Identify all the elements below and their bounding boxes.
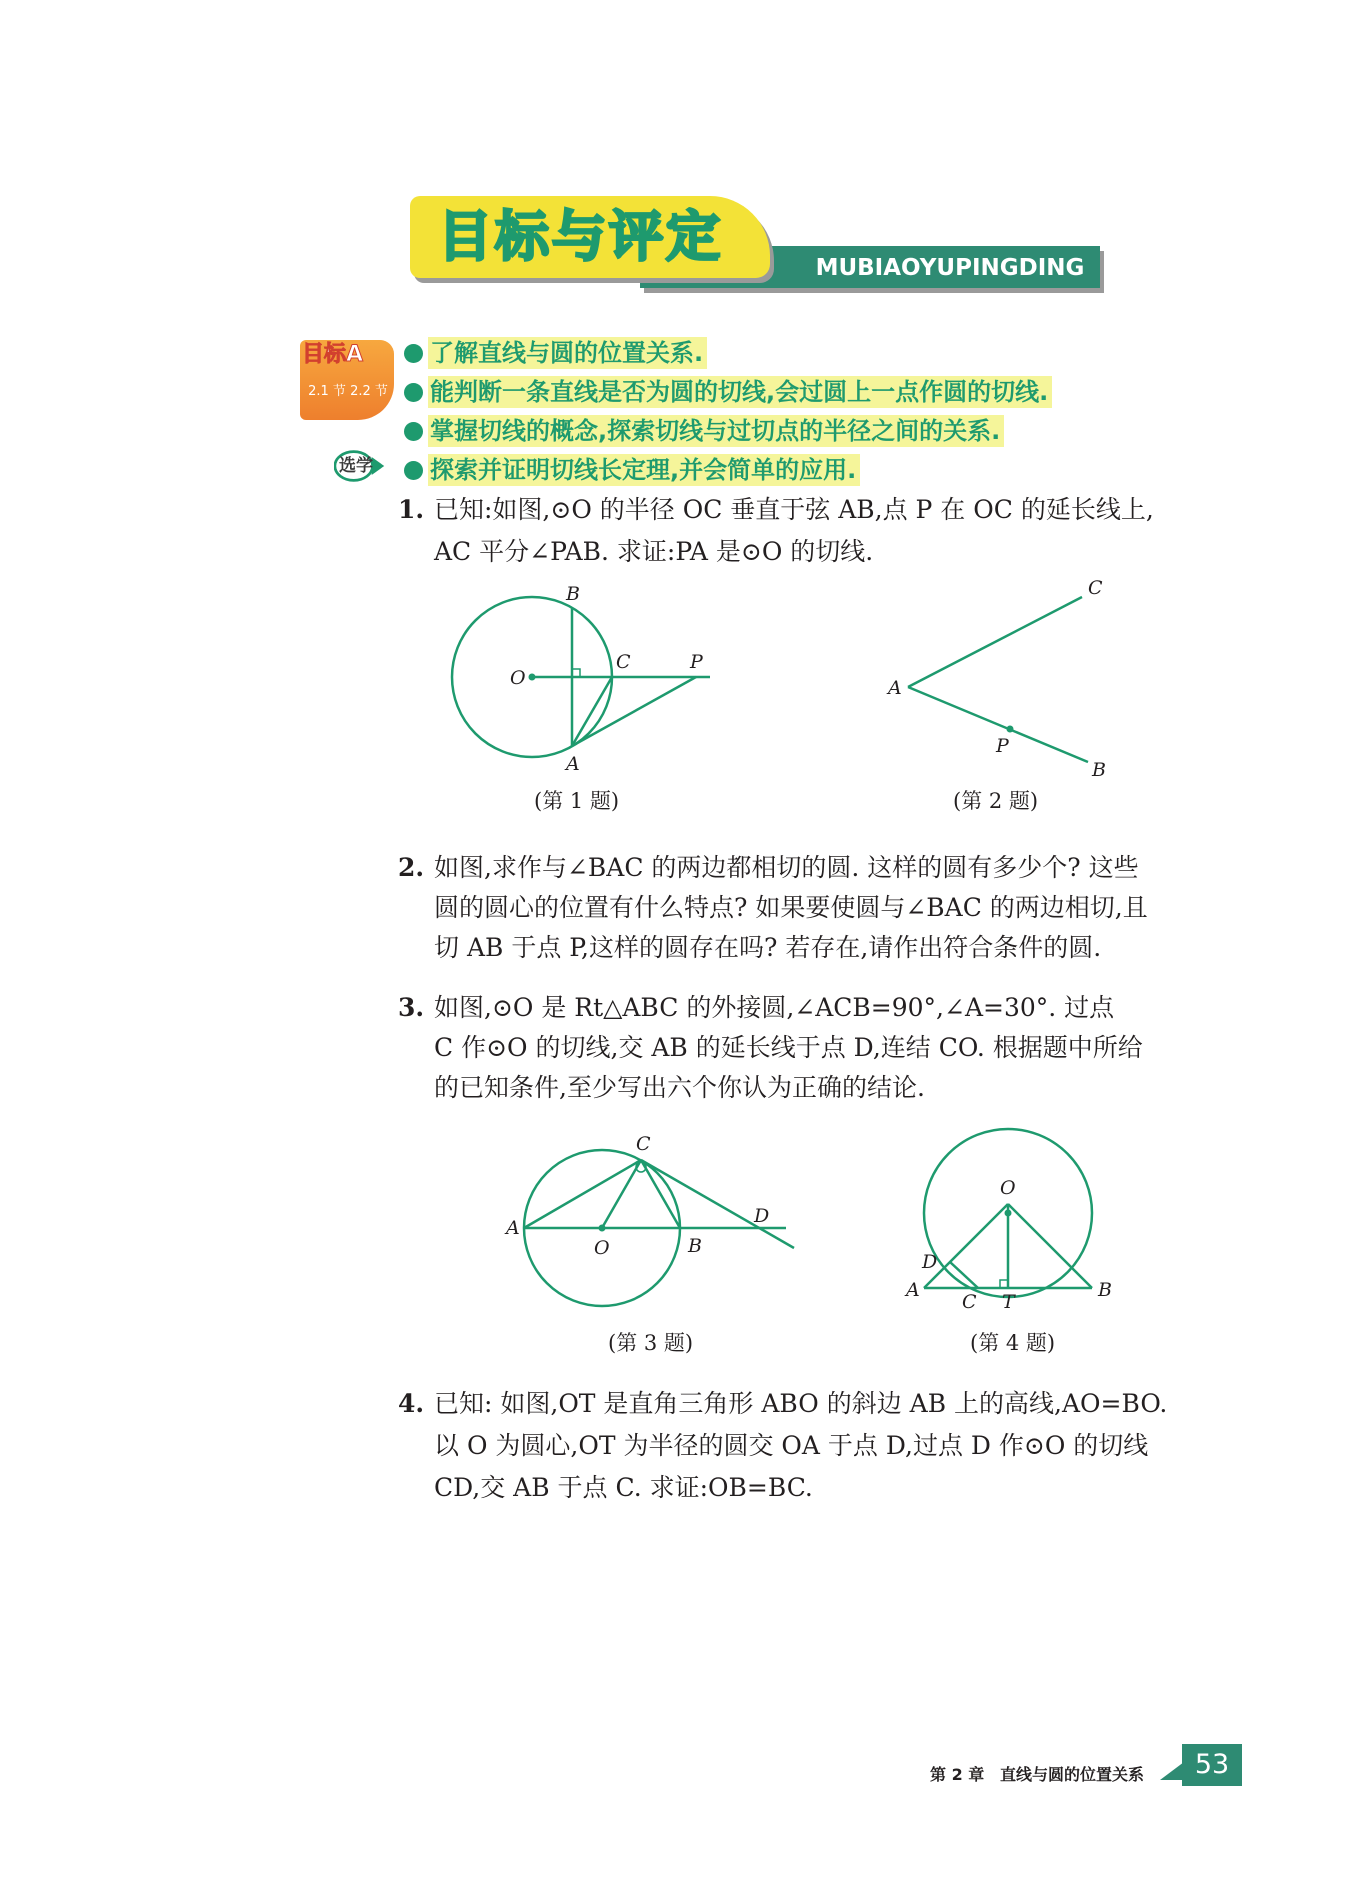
- label-c: C: [1088, 577, 1103, 599]
- figure-3: [500, 1130, 800, 1320]
- label-c: C: [636, 1133, 651, 1155]
- problem-4: [398, 1384, 1167, 1424]
- problem-number: 1.: [398, 495, 425, 524]
- label-a: A: [506, 1217, 520, 1239]
- label-d: D: [922, 1251, 938, 1273]
- label-p: P: [690, 651, 703, 673]
- header-subtitle: MUBIAOYUPINGDING: [815, 255, 1085, 281]
- problem-number: 3.: [398, 993, 425, 1022]
- figure-1-caption: (第 1 题): [534, 789, 620, 813]
- footer-chapter: 第 2 章: [930, 1765, 985, 1784]
- label-b: B: [1092, 759, 1106, 780]
- label-o: O: [1000, 1177, 1016, 1199]
- bullet-icon: [404, 422, 423, 441]
- problem-text-line: C 作⊙O 的切线,交 AB 的延长线于点 D,连结 CO. 根据题中所给: [434, 1033, 1143, 1062]
- label-o: O: [510, 667, 526, 689]
- problem-3: [398, 988, 1114, 1028]
- problem-text-line: 已知:如图,⊙O 的半径 OC 垂直于弦 AB,点 P 在 OC 的延长线上,: [434, 495, 1154, 524]
- objective-text: 了解直线与圆的位置关系.: [428, 337, 707, 369]
- objective-item: [404, 451, 860, 489]
- problem-text-line: 的已知条件,至少写出六个你认为正确的结论.: [434, 1073, 925, 1102]
- footer-chapter-title: 直线与圆的位置关系: [1000, 1765, 1145, 1784]
- label-a: A: [566, 753, 580, 775]
- problem-text-line: 以 O 为圆心,OT 为半径的圆交 OA 于点 D,过点 D 作⊙O 的切线: [434, 1431, 1149, 1460]
- label-o: O: [594, 1237, 610, 1259]
- label-t: T: [1002, 1291, 1015, 1313]
- goal-badge-label: 目标A: [302, 342, 364, 367]
- problem-text-line: 切 AB 于点 P,这样的圆存在吗? 若存在,请作出符合条件的圆.: [434, 933, 1102, 962]
- page-badge-tail: [1160, 1762, 1184, 1780]
- problem-text-line: 圆的圆心的位置有什么特点? 如果要使圆与∠BAC 的两边相切,且: [434, 893, 1148, 922]
- figure-3-caption: (第 3 题): [608, 1331, 694, 1355]
- problem-text-line: AC 平分∠PAB. 求证:PA 是⊙O 的切线.: [434, 537, 874, 566]
- objective-text: 探索并证明切线长定理,并会简单的应用.: [428, 454, 860, 486]
- figure-1: [440, 580, 730, 780]
- figure-4-caption: (第 4 题): [970, 1331, 1056, 1355]
- figure-2: [870, 570, 1130, 780]
- ray-ac: [908, 597, 1082, 687]
- objective-item: [404, 334, 707, 372]
- center-point: [529, 674, 536, 681]
- optional-badge-label: 选学: [339, 456, 373, 476]
- segment-ac: [524, 1160, 641, 1228]
- problem-2: [398, 848, 1139, 888]
- problem-1: [398, 490, 1154, 530]
- figure-2-caption: (第 2 题): [953, 789, 1039, 813]
- tangent-cd: [641, 1160, 794, 1248]
- figure-4: [900, 1120, 1120, 1320]
- header-title: 目标与评定: [438, 205, 723, 268]
- bullet-icon: [404, 461, 423, 480]
- objective-item: [404, 412, 1004, 450]
- problem-text-line: 如图,⊙O 是 Rt△ABC 的外接圆,∠ACB=90°,∠A=30°. 过点: [434, 993, 1115, 1022]
- label-d: D: [754, 1205, 770, 1227]
- objective-item: [404, 373, 1052, 411]
- label-p: P: [996, 735, 1009, 757]
- label-a: A: [906, 1279, 920, 1301]
- objective-text: 掌握切线的概念,探索切线与过切点的半径之间的关系.: [428, 415, 1004, 447]
- label-c: C: [616, 651, 631, 673]
- problem-number: 4.: [398, 1389, 425, 1418]
- label-b: B: [1098, 1279, 1112, 1301]
- page-number: 53: [1194, 1749, 1230, 1780]
- bullet-icon: [404, 383, 423, 402]
- problem-number: 2.: [398, 853, 425, 882]
- objective-text: 能判断一条直线是否为圆的切线,会过圆上一点作圆的切线.: [428, 376, 1052, 408]
- problem-text-line: 已知: 如图,OT 是直角三角形 ABO 的斜边 AB 上的高线,AO=BO.: [434, 1389, 1168, 1418]
- label-c: C: [962, 1291, 977, 1313]
- bullet-icon: [404, 344, 423, 363]
- label-b: B: [688, 1235, 702, 1257]
- goal-badge-sections: 2.1 节 2.2 节: [308, 384, 388, 399]
- label-a: A: [888, 677, 902, 699]
- point-p: [1007, 726, 1014, 733]
- problem-text-line: 如图,求作与∠BAC 的两边都相切的圆. 这样的圆有多少个? 这些: [434, 853, 1139, 882]
- center-point: [1005, 1210, 1012, 1217]
- label-b: B: [566, 583, 580, 605]
- segment-bo: [1008, 1204, 1092, 1288]
- center-point: [599, 1225, 606, 1232]
- problem-text-line: CD,交 AB 于点 C. 求证:OB=BC.: [434, 1473, 813, 1502]
